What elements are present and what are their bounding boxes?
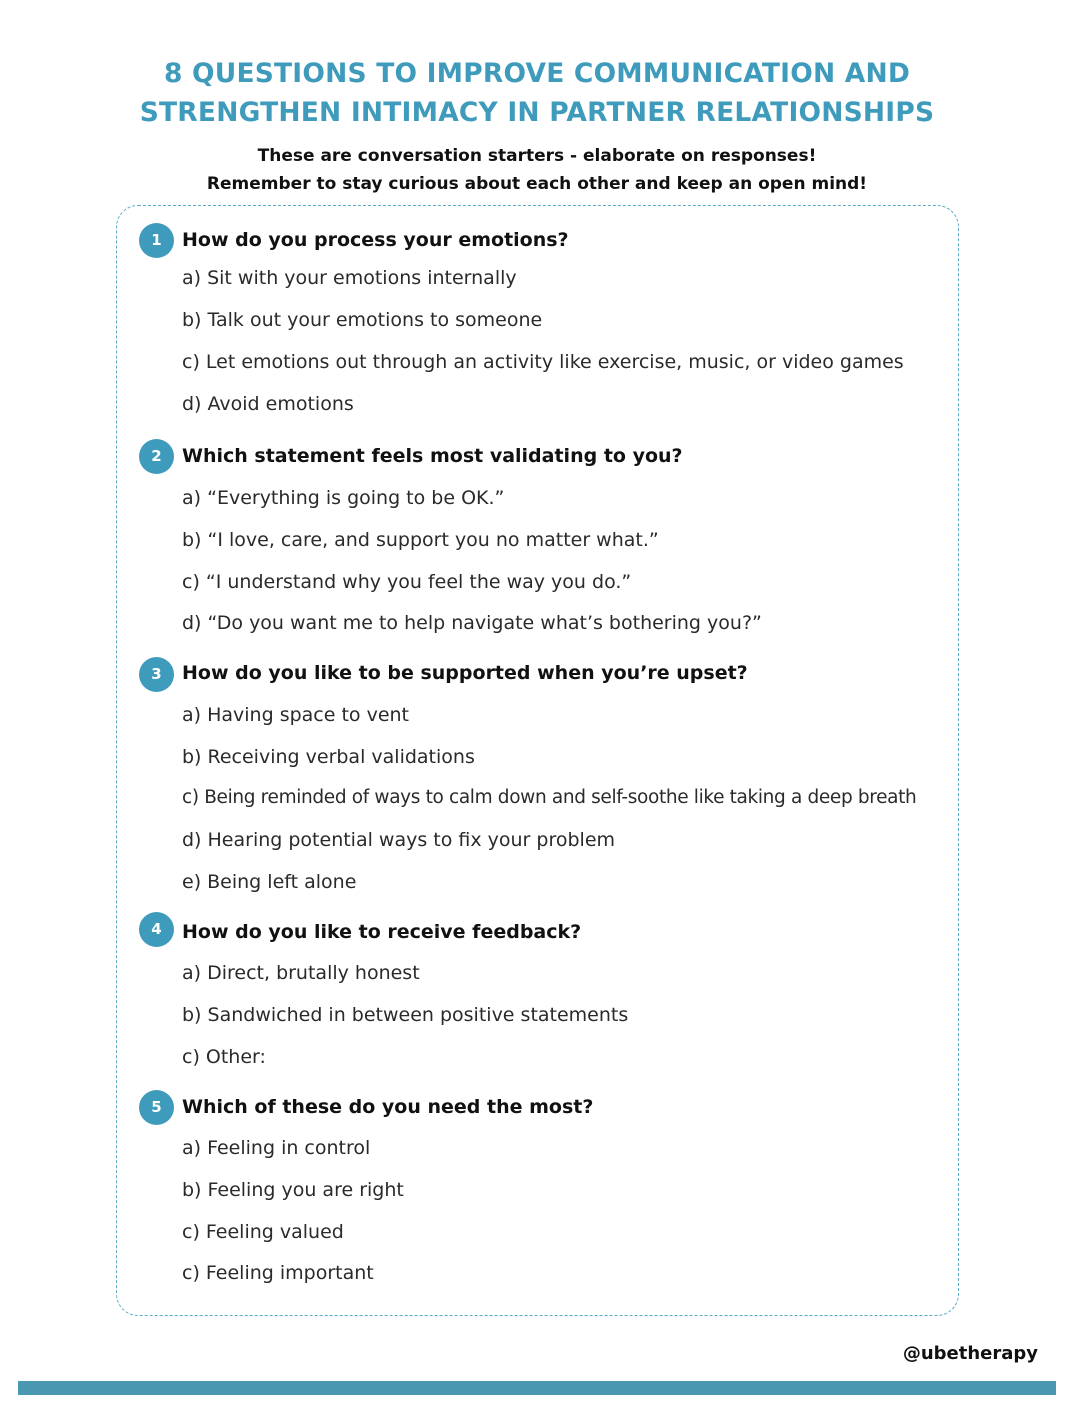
subtitle-line-1: These are conversation starters - elaborate on responses! [257, 146, 817, 166]
question-5-text: Which of these do you need the most? [182, 1096, 594, 1118]
question-5-option-a: a) Feeling in control [182, 1137, 371, 1159]
question-1-option-a: a) Sit with your emotions internally [182, 267, 517, 289]
social-handle: @ubetherapy [902, 1343, 1038, 1364]
subtitle [0, 142, 1070, 198]
question-2-option-a: a) “Everything is going to be OK.” [182, 487, 505, 509]
question-3-option-e: e) Being left alone [182, 871, 357, 893]
question-3-option-d: d) Hearing potential ways to fix your problem [182, 829, 616, 851]
page-title [0, 54, 1070, 132]
question-2-number-badge: 2 [139, 439, 174, 474]
question-3-option-b: b) Receiving verbal validations [182, 746, 475, 768]
question-2-text: Which statement feels most validating to you? [182, 445, 683, 467]
question-2-option-c: c) “I understand why you feel the way you do.” [182, 571, 632, 593]
question-1-text: How do you process your emotions? [182, 229, 569, 251]
question-5-option-b: b) Feeling you are right [182, 1179, 404, 1201]
question-1-option-b: b) Talk out your emotions to someone [182, 309, 543, 331]
question-1-number-badge: 1 [139, 223, 174, 258]
question-4-text: How do you like to receive feedback? [182, 921, 582, 943]
question-5-option-d: c) Feeling important [182, 1262, 374, 1284]
question-4-option-a: a) Direct, brutally honest [182, 962, 420, 984]
title-line-2: STRENGTHEN INTIMACY IN PARTNER RELATIONSHIPS [139, 97, 935, 128]
question-3-option-c: c) Being reminded of ways to calm down and self-soothe like taking a deep breath [182, 787, 917, 808]
question-3-option-a: a) Having space to vent [182, 704, 410, 726]
question-5-option-c: c) Feeling valued [182, 1221, 344, 1243]
footer-bar [18, 1381, 1056, 1395]
question-5-number-badge: 5 [139, 1090, 174, 1125]
subtitle-line-2: Remember to stay curious about each other and keep an open mind! [206, 174, 868, 194]
title-line-1: 8 QUESTIONS TO IMPROVE COMMUNICATION AND [163, 58, 911, 89]
question-2-option-d: d) “Do you want me to help navigate what’s bothering you?” [182, 612, 762, 634]
question-2-option-b: b) “I love, care, and support you no matter what.” [182, 529, 659, 551]
question-4-option-c: c) Other: [182, 1046, 266, 1068]
question-4-number-badge: 4 [139, 912, 174, 947]
question-3-number-badge: 3 [139, 657, 174, 692]
question-1-option-d: d) Avoid emotions [182, 393, 354, 415]
question-3-text: How do you like to be supported when you’re upset? [182, 662, 748, 684]
question-1-option-c: c) Let emotions out through an activity like exercise, music, or video games [182, 351, 904, 373]
question-4-option-b: b) Sandwiched in between positive statements [182, 1004, 629, 1026]
